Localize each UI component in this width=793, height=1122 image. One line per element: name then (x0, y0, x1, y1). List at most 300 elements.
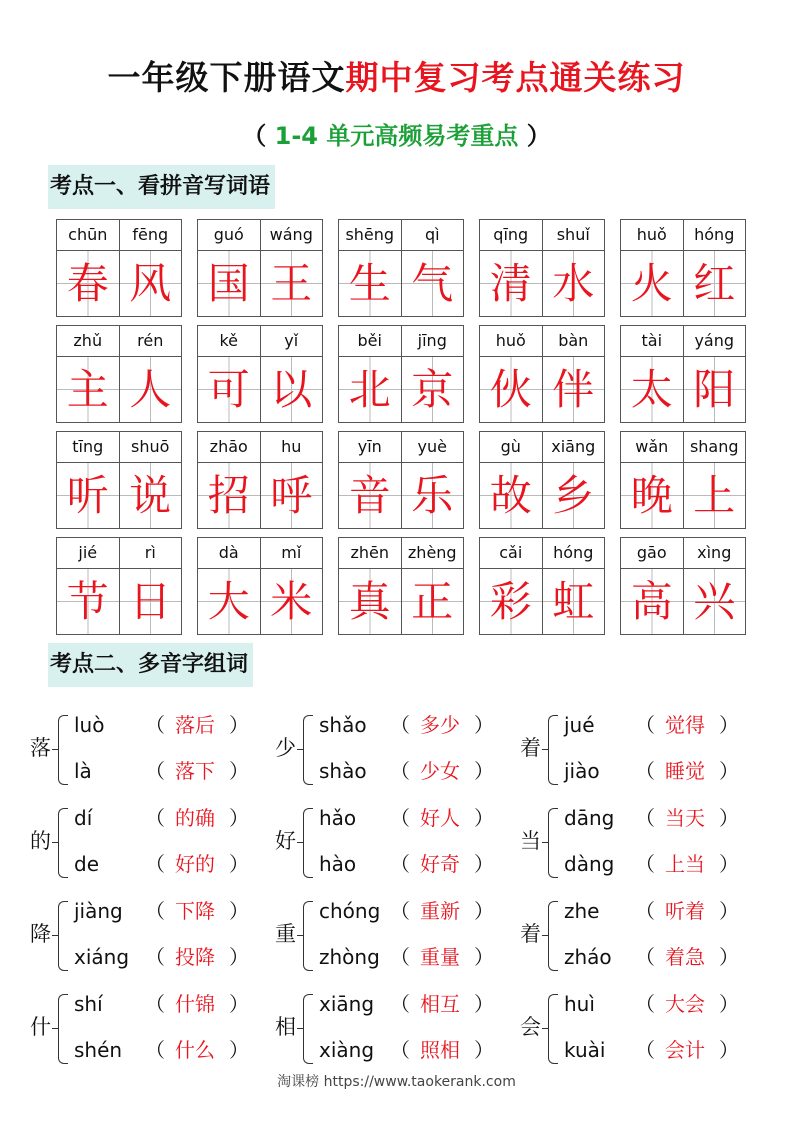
pinyin-row (621, 326, 745, 357)
page-subtitle (0, 116, 793, 151)
word-card (479, 325, 605, 423)
page-title-black: 一年级下册语文 (107, 58, 346, 97)
hanzi-cell (480, 569, 543, 634)
hanzi-row (198, 463, 322, 528)
open-paren: （ (145, 899, 165, 923)
word-card (56, 219, 182, 317)
open-paren: （ (635, 759, 655, 783)
reading-pinyin: zhòng (319, 945, 380, 969)
reading-pinyin: jué (564, 713, 595, 737)
hanzi-character: 真 (348, 577, 391, 626)
open-paren: （ (390, 852, 410, 876)
hanzi-character: 风 (129, 259, 172, 308)
polyphone-group (30, 889, 275, 982)
hanzi-character: 以 (270, 365, 313, 414)
reading-row (564, 896, 764, 926)
hanzi-character: 生 (348, 259, 391, 308)
brace-icon (58, 715, 68, 785)
open-paren: （ (390, 945, 410, 969)
example-word: 重量 (420, 945, 460, 969)
reading-pinyin: hǎo (319, 806, 357, 830)
reading-pinyin: jiàng (74, 899, 123, 923)
close-paren: ） (474, 713, 494, 737)
hanzi-character: 招 (207, 471, 250, 520)
polyphone-group (520, 703, 765, 796)
hanzi-cell (339, 251, 402, 316)
pinyin-text: jīng (417, 331, 447, 350)
reading-row (564, 803, 764, 833)
pinyin-text: chūn (57, 220, 120, 250)
word-card (338, 325, 464, 423)
pinyin-text: dà (198, 538, 261, 568)
pinyin-row (480, 432, 604, 463)
open-paren: （ (145, 759, 165, 783)
pinyin-row (339, 220, 463, 251)
hanzi-cell (198, 569, 261, 634)
pinyin-row (621, 220, 745, 251)
hanzi-row (339, 251, 463, 316)
hanzi-cell (57, 357, 120, 422)
close-paren: ） (229, 759, 249, 783)
pinyin-text: shang (689, 437, 739, 456)
section2-label: 考点二、多音字组词 (48, 643, 253, 687)
word-card (338, 431, 464, 529)
brace-icon (303, 994, 313, 1064)
close-paren: ） (229, 992, 249, 1016)
open-paren: （ (635, 992, 655, 1016)
hanzi-cell (480, 357, 543, 422)
hanzi-cell (684, 569, 746, 634)
hanzi-cell (402, 357, 464, 422)
pinyin-text: gāo (621, 538, 684, 568)
page-title-red: 期中复习考点通关练习 (345, 58, 686, 97)
hanzi-character: 呼 (270, 471, 313, 520)
brace-icon (548, 901, 558, 971)
pinyin-text: xìng (697, 543, 732, 562)
hanzi-row (339, 357, 463, 422)
pinyin-text: shuǐ (556, 225, 590, 244)
brace-icon (58, 808, 68, 878)
hanzi-character: 王 (270, 259, 313, 308)
word-card (620, 431, 746, 529)
hanzi-cell (120, 569, 182, 634)
hanzi-cell (339, 463, 402, 528)
pinyin-text: rì (144, 543, 156, 562)
brace-icon (548, 808, 558, 878)
pinyin-text: běi (339, 326, 402, 356)
reading-pinyin: dàng (564, 852, 615, 876)
pinyin-text: qì (424, 225, 440, 244)
hanzi-cell (402, 569, 464, 634)
polyphone-group (275, 703, 520, 796)
open-paren: （ (635, 852, 655, 876)
hanzi-cell (621, 569, 684, 634)
reading-pinyin: xiàng (319, 1038, 375, 1062)
pinyin-text: kě (198, 326, 261, 356)
hanzi-cell (684, 357, 746, 422)
pinyin-text: shuō (131, 437, 170, 456)
reading-pinyin: zháo (564, 945, 612, 969)
polyphone-group (30, 703, 275, 796)
polyphone-grid (30, 703, 770, 1075)
hanzi-character: 音 (348, 471, 391, 520)
reading-pinyin: hào (319, 852, 357, 876)
brace-icon (58, 901, 68, 971)
hanzi-character: 晚 (630, 471, 673, 520)
hanzi-cell (198, 357, 261, 422)
example-word: 少女 (420, 759, 460, 783)
reading-row (74, 710, 274, 740)
polyphone-character: 好 (275, 829, 296, 853)
open-paren: （ (635, 713, 655, 737)
open-paren: （ (145, 852, 165, 876)
open-paren: （ (145, 992, 165, 1016)
hanzi-row (480, 357, 604, 422)
close-paren: ） (719, 806, 739, 830)
close-paren: ） (719, 992, 739, 1016)
example-word: 好的 (175, 852, 215, 876)
hanzi-row (57, 251, 181, 316)
close-paren: ） (229, 806, 249, 830)
reading-row (319, 942, 519, 972)
example-word: 大会 (665, 992, 705, 1016)
word-card (56, 325, 182, 423)
reading-row (564, 849, 764, 879)
hanzi-cell (261, 357, 323, 422)
example-word: 会计 (665, 1038, 705, 1062)
word-card (338, 219, 464, 317)
word-card (620, 325, 746, 423)
hanzi-character: 乐 (411, 471, 454, 520)
open-paren: （ (145, 945, 165, 969)
hanzi-cell (684, 251, 746, 316)
hanzi-character: 故 (489, 471, 532, 520)
example-word: 觉得 (665, 713, 705, 737)
pinyin-text: bàn (558, 331, 589, 350)
pinyin-word-grid (56, 219, 776, 635)
hanzi-cell (198, 463, 261, 528)
hanzi-character: 节 (66, 577, 109, 626)
pinyin-row (480, 538, 604, 569)
hanzi-character: 太 (630, 365, 673, 414)
hanzi-character: 说 (129, 471, 172, 520)
reading-pinyin: xiāng (319, 992, 375, 1016)
hanzi-character: 火 (630, 259, 673, 308)
word-card (197, 325, 323, 423)
word-card (56, 431, 182, 529)
hanzi-character: 彩 (489, 577, 532, 626)
reading-pinyin: kuài (564, 1038, 606, 1062)
open-paren: （ (145, 1038, 165, 1062)
word-card (197, 219, 323, 317)
hanzi-cell (120, 251, 182, 316)
hanzi-row (480, 251, 604, 316)
example-word: 落下 (175, 759, 215, 783)
hanzi-cell (261, 251, 323, 316)
pinyin-text: tīng (57, 432, 120, 462)
example-word: 好人 (420, 806, 460, 830)
polyphone-character: 重 (275, 922, 296, 946)
close-paren: ） (229, 1038, 249, 1062)
hanzi-cell (57, 251, 120, 316)
page-title (0, 52, 793, 99)
pinyin-text: gù (480, 432, 543, 462)
hanzi-character: 气 (411, 259, 454, 308)
hanzi-character: 高 (630, 577, 673, 626)
close-paren: ） (474, 806, 494, 830)
reading-row (74, 896, 274, 926)
pinyin-text: zhèng (407, 543, 457, 562)
hanzi-character: 伴 (552, 365, 595, 414)
hanzi-character: 水 (552, 259, 595, 308)
example-word: 落后 (175, 713, 215, 737)
hanzi-character: 阳 (693, 365, 736, 414)
pinyin-text: shēng (339, 220, 402, 250)
hanzi-character: 京 (411, 365, 454, 414)
pinyin-row (198, 538, 322, 569)
reading-row (564, 989, 764, 1019)
open-paren: （ (635, 899, 655, 923)
reading-pinyin: shào (319, 759, 367, 783)
hanzi-row (621, 251, 745, 316)
brace-icon (548, 715, 558, 785)
reading-row (564, 942, 764, 972)
reading-row (74, 756, 274, 786)
reading-pinyin: shǎo (319, 713, 367, 737)
pinyin-text: qīng (480, 220, 543, 250)
hanzi-cell (261, 569, 323, 634)
polyphone-character: 着 (520, 922, 541, 946)
pinyin-text: yīn (339, 432, 402, 462)
hanzi-row (198, 357, 322, 422)
hanzi-character: 清 (489, 259, 532, 308)
reading-row (74, 942, 274, 972)
hanzi-cell (198, 251, 261, 316)
example-word: 什锦 (175, 992, 215, 1016)
pinyin-row (621, 432, 745, 463)
hanzi-character: 国 (207, 259, 250, 308)
reading-row (74, 1035, 274, 1065)
example-word: 多少 (420, 713, 460, 737)
reading-row (74, 803, 274, 833)
footer-watermark: 淘课榜 https://www.taokerank.com (277, 1074, 516, 1090)
example-word: 相互 (420, 992, 460, 1016)
polyphone-group (520, 796, 765, 889)
word-card (197, 537, 323, 635)
close-paren: ） (719, 759, 739, 783)
polyphone-group (275, 889, 520, 982)
open-paren: （ (390, 713, 410, 737)
open-paren: （ (145, 806, 165, 830)
word-card (479, 219, 605, 317)
open-paren: （ (635, 1038, 655, 1062)
pinyin-text: jié (57, 538, 120, 568)
pinyin-text: xiāng (551, 437, 596, 456)
reading-pinyin: shén (74, 1038, 123, 1062)
close-paren: ） (474, 1038, 494, 1062)
pinyin-row (339, 538, 463, 569)
hanzi-cell (120, 357, 182, 422)
hanzi-cell (543, 463, 605, 528)
hanzi-cell (543, 357, 605, 422)
close-paren: ） (719, 899, 739, 923)
open-paren: （ (390, 759, 410, 783)
reading-row (74, 849, 274, 879)
word-card (197, 431, 323, 529)
hanzi-row (57, 357, 181, 422)
pinyin-row (339, 326, 463, 357)
pinyin-text: huǒ (480, 326, 543, 356)
hanzi-character: 春 (66, 259, 109, 308)
pinyin-text: fēng (132, 225, 169, 244)
subtitle-open-paren: （ (242, 122, 275, 150)
hanzi-character: 主 (66, 365, 109, 414)
polyphone-group (275, 796, 520, 889)
hanzi-character: 正 (411, 577, 454, 626)
word-card (479, 537, 605, 635)
pinyin-text: huǒ (621, 220, 684, 250)
hanzi-row (198, 251, 322, 316)
pinyin-row (198, 220, 322, 251)
hanzi-cell (339, 357, 402, 422)
example-word: 好奇 (420, 852, 460, 876)
hanzi-cell (621, 357, 684, 422)
hanzi-cell (120, 463, 182, 528)
hanzi-character: 听 (66, 471, 109, 520)
pinyin-text: hóng (553, 543, 594, 562)
word-card (620, 537, 746, 635)
example-word: 照相 (420, 1038, 460, 1062)
polyphone-group (520, 889, 765, 982)
example-word: 睡觉 (665, 759, 705, 783)
hanzi-row (57, 569, 181, 634)
open-paren: （ (635, 806, 655, 830)
hanzi-character: 乡 (552, 471, 595, 520)
open-paren: （ (390, 992, 410, 1016)
polyphone-group (30, 982, 275, 1075)
reading-row (319, 849, 519, 879)
hanzi-row (621, 569, 745, 634)
brace-icon (548, 994, 558, 1064)
open-paren: （ (390, 1038, 410, 1062)
open-paren: （ (635, 945, 655, 969)
polyphone-character: 什 (30, 1015, 51, 1039)
hanzi-character: 大 (207, 577, 250, 626)
reading-pinyin: dí (74, 806, 93, 830)
example-word: 下降 (175, 899, 215, 923)
hanzi-character: 虹 (552, 577, 595, 626)
section1-label: 考点一、看拼音写词语 (48, 165, 275, 209)
close-paren: ） (719, 713, 739, 737)
subtitle-text: 1-4 单元高频易考重点 (274, 122, 519, 150)
pinyin-row (480, 220, 604, 251)
polyphone-character: 的 (30, 829, 51, 853)
brace-icon (58, 994, 68, 1064)
pinyin-text: guó (198, 220, 261, 250)
hanzi-cell (621, 251, 684, 316)
reading-row (319, 803, 519, 833)
close-paren: ） (229, 899, 249, 923)
close-paren: ） (474, 992, 494, 1016)
close-paren: ） (474, 945, 494, 969)
hanzi-cell (402, 251, 464, 316)
pinyin-text: mǐ (281, 543, 302, 562)
pinyin-text: zhǔ (57, 326, 120, 356)
pinyin-text: yǐ (284, 331, 299, 350)
pinyin-text: cǎi (480, 538, 543, 568)
pinyin-row (57, 220, 181, 251)
polyphone-character: 会 (520, 1015, 541, 1039)
reading-row (564, 710, 764, 740)
subtitle-close-paren: ） (518, 122, 551, 150)
close-paren: ） (229, 945, 249, 969)
close-paren: ） (719, 945, 739, 969)
hanzi-cell (402, 463, 464, 528)
pinyin-text: zhāo (198, 432, 261, 462)
hanzi-character: 上 (693, 471, 736, 520)
example-word: 着急 (665, 945, 705, 969)
pinyin-text: rén (137, 331, 164, 350)
hanzi-cell (480, 251, 543, 316)
hanzi-character: 人 (129, 365, 172, 414)
pinyin-text: zhēn (339, 538, 402, 568)
polyphone-character: 着 (520, 736, 541, 760)
open-paren: （ (390, 899, 410, 923)
reading-row (319, 710, 519, 740)
reading-pinyin: luò (74, 713, 105, 737)
example-word: 听着 (665, 899, 705, 923)
hanzi-character: 日 (129, 577, 172, 626)
reading-pinyin: chóng (319, 899, 381, 923)
reading-row (319, 756, 519, 786)
pinyin-row (198, 432, 322, 463)
pinyin-row (339, 432, 463, 463)
reading-pinyin: dāng (564, 806, 615, 830)
close-paren: ） (474, 852, 494, 876)
reading-pinyin: jiào (564, 759, 600, 783)
pinyin-row (57, 538, 181, 569)
example-word: 重新 (420, 899, 460, 923)
pinyin-row (621, 538, 745, 569)
example-word: 什么 (175, 1038, 215, 1062)
example-word: 上当 (665, 852, 705, 876)
word-card (56, 537, 182, 635)
hanzi-character: 北 (348, 365, 391, 414)
pinyin-row (57, 326, 181, 357)
pinyin-text: yuè (417, 437, 447, 456)
open-paren: （ (145, 713, 165, 737)
reading-pinyin: xiáng (74, 945, 130, 969)
pinyin-row (198, 326, 322, 357)
hanzi-character: 米 (270, 577, 313, 626)
hanzi-cell (57, 569, 120, 634)
hanzi-character: 可 (207, 365, 250, 414)
polyphone-character: 相 (275, 1015, 296, 1039)
hanzi-character: 红 (693, 259, 736, 308)
hanzi-row (480, 463, 604, 528)
brace-icon (303, 715, 313, 785)
reading-pinyin: zhe (564, 899, 600, 923)
polyphone-character: 当 (520, 829, 541, 853)
hanzi-cell (543, 569, 605, 634)
example-word: 的确 (175, 806, 215, 830)
pinyin-row (480, 326, 604, 357)
hanzi-cell (621, 463, 684, 528)
pinyin-text: yáng (694, 331, 735, 350)
reading-row (319, 1035, 519, 1065)
reading-row (319, 896, 519, 926)
hanzi-character: 兴 (693, 577, 736, 626)
